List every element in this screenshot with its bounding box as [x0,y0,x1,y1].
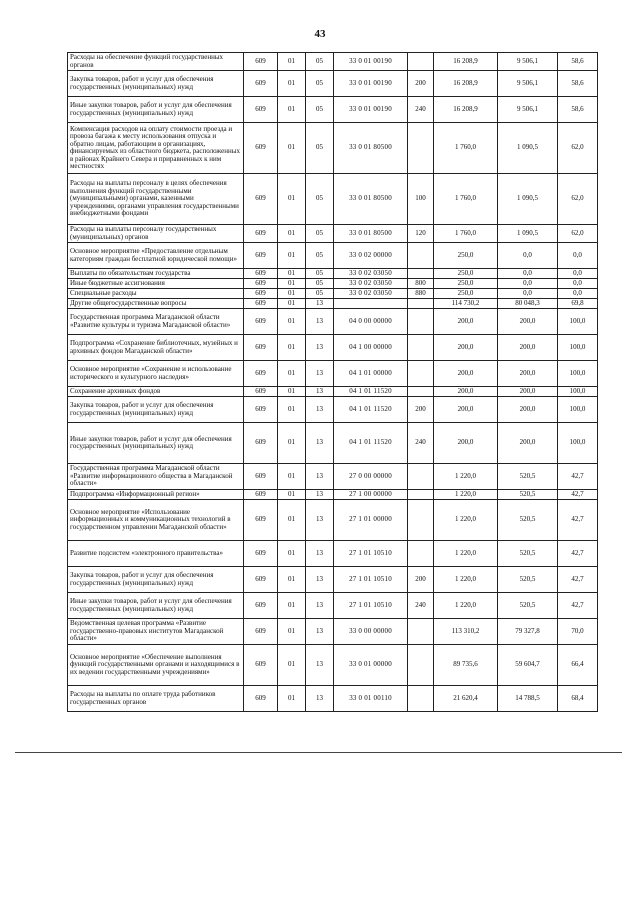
row-planned-amount: 113 310,2 [434,619,498,645]
row-planned-amount: 1 220,0 [434,567,498,593]
row-target-article: 33 0 01 00000 [334,645,408,686]
row-execution-percent: 100,0 [558,387,598,397]
row-admin-code: 609 [244,593,278,619]
row-subsection: 05 [306,174,334,225]
row-section: 01 [278,299,306,309]
row-name: Закупка товаров, работ и услуг для обеспечения государственных (муниципальных) нужд [68,567,244,593]
row-admin-code: 609 [244,490,278,500]
table-row [68,243,598,269]
row-execution-percent: 66,4 [558,645,598,686]
row-name: Выплаты по обязательствам государства [68,269,244,279]
row-execution-percent: 0,0 [558,269,598,279]
row-execution-percent: 62,0 [558,123,598,174]
row-planned-amount: 114 730,2 [434,299,498,309]
footer-rule [15,752,622,753]
table-row [68,541,598,567]
row-planned-amount: 250,0 [434,289,498,299]
row-execution-percent: 0,0 [558,289,598,299]
row-executed-amount: 520,5 [498,593,558,619]
row-admin-code: 609 [244,567,278,593]
row-execution-percent: 42,7 [558,593,598,619]
row-executed-amount: 520,5 [498,464,558,490]
row-target-article [334,299,408,309]
row-admin-code: 609 [244,387,278,397]
row-planned-amount: 1 760,0 [434,174,498,225]
row-execution-percent: 42,7 [558,464,598,490]
row-target-article: 33 0 01 80500 [334,174,408,225]
row-execution-percent: 0,0 [558,279,598,289]
row-admin-code: 609 [244,464,278,490]
row-section: 01 [278,593,306,619]
table-row [68,464,598,490]
row-executed-amount: 1 090,5 [498,225,558,243]
table-row [68,686,598,712]
row-section: 01 [278,174,306,225]
row-executed-amount: 520,5 [498,567,558,593]
row-admin-code: 609 [244,397,278,423]
row-executed-amount: 0,0 [498,243,558,269]
row-target-article: 33 0 00 00000 [334,619,408,645]
row-expense-type: 120 [408,225,434,243]
row-executed-amount: 0,0 [498,279,558,289]
row-section: 01 [278,53,306,71]
row-name: Расходы на выплаты персоналу в целях обеспечения выполнения функций государственными (муниципальными) органами, казенными учреждениями, органами управления государственными внебюджетными фондами [68,174,244,225]
row-target-article: 33 0 02 03050 [334,289,408,299]
row-subsection: 13 [306,397,334,423]
row-admin-code: 609 [244,53,278,71]
row-subsection: 13 [306,387,334,397]
row-target-article: 33 0 02 03050 [334,279,408,289]
row-target-article: 33 0 01 00190 [334,71,408,97]
row-admin-code: 609 [244,645,278,686]
row-subsection: 05 [306,71,334,97]
row-subsection: 13 [306,619,334,645]
row-admin-code: 609 [244,225,278,243]
table-row [68,361,598,387]
row-name: Подпрограмма «Информационный регион» [68,490,244,500]
row-admin-code: 609 [244,423,278,464]
table-row [68,269,598,279]
row-subsection: 05 [306,225,334,243]
row-name: Компенсация расходов на оплату стоимости проезда и провоза багажа к месту использования отпуска и обратно лицам, работающим в организациях, финансируемых из областного бюджета, расположенных в районах Крайнего Севера и приравненных к ним местностях [68,123,244,174]
budget-table [67,52,598,712]
row-execution-percent: 62,0 [558,225,598,243]
row-execution-percent: 70,0 [558,619,598,645]
row-name: Иные закупки товаров, работ и услуг для обеспечения государственных (муниципальных) нужд [68,97,244,123]
row-target-article: 27 1 01 10510 [334,567,408,593]
row-section: 01 [278,645,306,686]
row-admin-code: 609 [244,619,278,645]
row-subsection: 13 [306,309,334,335]
row-expense-type: 800 [408,279,434,289]
row-planned-amount: 1 760,0 [434,225,498,243]
row-planned-amount: 89 735,6 [434,645,498,686]
row-expense-type [408,645,434,686]
table-row [68,387,598,397]
row-subsection: 13 [306,593,334,619]
row-executed-amount: 520,5 [498,541,558,567]
row-admin-code: 609 [244,97,278,123]
row-planned-amount: 16 208,9 [434,53,498,71]
row-expense-type: 240 [408,593,434,619]
row-admin-code: 609 [244,309,278,335]
row-expense-type: 200 [408,567,434,593]
row-expense-type: 100 [408,174,434,225]
row-target-article: 04 1 01 11520 [334,397,408,423]
row-target-article: 04 1 01 11520 [334,423,408,464]
row-name: Закупка товаров, работ и услуг для обеспечения государственных (муниципальных) нужд [68,71,244,97]
row-target-article: 27 0 00 00000 [334,464,408,490]
row-name: Иные бюджетные ассигнования [68,279,244,289]
row-planned-amount: 16 208,9 [434,97,498,123]
row-execution-percent: 0,0 [558,243,598,269]
row-name: Основное мероприятие «Использование информационных и коммуникационных технологий в государственном управлении Магаданской области» [68,500,244,541]
table-row [68,71,598,97]
row-name: Иные закупки товаров, работ и услуг для обеспечения государственных (муниципальных) нужд [68,423,244,464]
table-body [68,53,598,712]
row-expense-type [408,243,434,269]
row-admin-code: 609 [244,123,278,174]
row-expense-type [408,541,434,567]
row-subsection: 05 [306,123,334,174]
row-expense-type [408,123,434,174]
table-row [68,423,598,464]
row-expense-type [408,361,434,387]
table-row [68,53,598,71]
row-name: Закупка товаров, работ и услуг для обеспечения государственных (муниципальных) нужд [68,397,244,423]
row-planned-amount: 1 220,0 [434,500,498,541]
table-row [68,593,598,619]
table-row [68,279,598,289]
row-executed-amount: 1 090,5 [498,123,558,174]
table-row [68,289,598,299]
row-executed-amount: 0,0 [498,289,558,299]
row-planned-amount: 200,0 [434,335,498,361]
row-section: 01 [278,423,306,464]
row-name: Иные закупки товаров, работ и услуг для обеспечения государственных (муниципальных) нужд [68,593,244,619]
row-target-article: 33 0 01 80500 [334,123,408,174]
row-execution-percent: 100,0 [558,335,598,361]
row-executed-amount: 200,0 [498,387,558,397]
row-executed-amount: 80 048,3 [498,299,558,309]
row-expense-type [408,335,434,361]
row-admin-code: 609 [244,269,278,279]
row-section: 01 [278,97,306,123]
row-name: Расходы на выплаты по оплате труда работников государственных органов [68,686,244,712]
row-expense-type: 240 [408,423,434,464]
row-name: Сохранение архивных фондов [68,387,244,397]
row-target-article: 27 1 00 00000 [334,490,408,500]
row-executed-amount: 9 506,1 [498,71,558,97]
row-execution-percent: 100,0 [558,423,598,464]
row-subsection: 05 [306,97,334,123]
row-admin-code: 609 [244,500,278,541]
row-execution-percent: 100,0 [558,361,598,387]
row-subsection: 13 [306,423,334,464]
row-executed-amount: 520,5 [498,490,558,500]
row-section: 01 [278,567,306,593]
row-subsection: 05 [306,53,334,71]
row-executed-amount: 79 327,8 [498,619,558,645]
row-subsection: 13 [306,335,334,361]
row-expense-type [408,309,434,335]
row-section: 01 [278,279,306,289]
row-expense-type [408,686,434,712]
row-subsection: 13 [306,299,334,309]
row-planned-amount: 200,0 [434,387,498,397]
table-row [68,619,598,645]
row-executed-amount: 200,0 [498,397,558,423]
table-row [68,299,598,309]
row-target-article: 27 1 01 00000 [334,500,408,541]
table-row [68,97,598,123]
row-expense-type [408,269,434,279]
row-target-article: 33 0 01 80500 [334,225,408,243]
row-executed-amount: 14 788,5 [498,686,558,712]
row-expense-type: 240 [408,97,434,123]
row-name: Основное мероприятие «Обеспечение выполнения функций государственными органами и находящимися в их ведении государственными учреждениями» [68,645,244,686]
row-planned-amount: 250,0 [434,279,498,289]
row-planned-amount: 16 208,9 [434,71,498,97]
row-section: 01 [278,500,306,541]
row-section: 01 [278,289,306,299]
row-subsection: 05 [306,279,334,289]
row-subsection: 13 [306,361,334,387]
table-row [68,309,598,335]
row-planned-amount: 1 220,0 [434,593,498,619]
row-target-article: 27 1 01 10510 [334,541,408,567]
row-subsection: 05 [306,269,334,279]
row-section: 01 [278,243,306,269]
row-execution-percent: 100,0 [558,309,598,335]
row-name: Государственная программа Магаданской области «Развитие информационного общества в Магаданской области» [68,464,244,490]
row-planned-amount: 1 760,0 [434,123,498,174]
row-expense-type [408,299,434,309]
row-executed-amount: 200,0 [498,361,558,387]
row-section: 01 [278,269,306,279]
row-name: Расходы на выплаты персоналу государственных (муниципальных) органов [68,225,244,243]
row-executed-amount: 200,0 [498,423,558,464]
row-section: 01 [278,309,306,335]
row-name: Специальные расходы [68,289,244,299]
row-name: Государственная программа Магаданской области «Развитие культуры и туризма Магаданской области» [68,309,244,335]
table-row [68,123,598,174]
row-execution-percent: 68,4 [558,686,598,712]
row-target-article: 04 1 00 00000 [334,335,408,361]
table-row [68,500,598,541]
row-target-article: 33 0 02 03050 [334,269,408,279]
row-admin-code: 609 [244,335,278,361]
row-executed-amount: 200,0 [498,309,558,335]
row-planned-amount: 200,0 [434,361,498,387]
row-planned-amount: 250,0 [434,269,498,279]
row-section: 01 [278,335,306,361]
table-row [68,335,598,361]
row-name: Ведомственная целевая программа «Развитие государственно-правовых институтов Магаданской области» [68,619,244,645]
row-expense-type: 880 [408,289,434,299]
row-expense-type [408,387,434,397]
row-subsection: 05 [306,289,334,299]
row-expense-type [408,619,434,645]
page-number: 43 [314,28,326,40]
row-target-article: 27 1 01 10510 [334,593,408,619]
row-expense-type [408,464,434,490]
row-section: 01 [278,361,306,387]
row-admin-code: 609 [244,279,278,289]
row-execution-percent: 58,6 [558,97,598,123]
row-executed-amount: 200,0 [498,335,558,361]
row-execution-percent: 58,6 [558,53,598,71]
row-subsection: 13 [306,686,334,712]
row-planned-amount: 1 220,0 [434,541,498,567]
table-row [68,645,598,686]
row-target-article: 04 0 00 00000 [334,309,408,335]
row-expense-type: 200 [408,71,434,97]
row-section: 01 [278,490,306,500]
row-target-article: 33 0 02 00000 [334,243,408,269]
row-subsection: 13 [306,490,334,500]
table-row [68,174,598,225]
row-planned-amount: 250,0 [434,243,498,269]
row-executed-amount: 520,5 [498,500,558,541]
row-execution-percent: 42,7 [558,500,598,541]
row-name: Другие общегосударственные вопросы [68,299,244,309]
row-admin-code: 609 [244,541,278,567]
row-section: 01 [278,619,306,645]
row-section: 01 [278,225,306,243]
row-admin-code: 609 [244,174,278,225]
row-section: 01 [278,397,306,423]
row-planned-amount: 200,0 [434,397,498,423]
row-name: Расходы на обеспечение функций государственных органов [68,53,244,71]
row-admin-code: 609 [244,243,278,269]
row-subsection: 05 [306,243,334,269]
row-planned-amount: 21 620,4 [434,686,498,712]
row-target-article: 04 1 01 00000 [334,361,408,387]
row-section: 01 [278,71,306,97]
row-admin-code: 609 [244,289,278,299]
row-name: Основное мероприятие «Предоставление отдельным категориям граждан бесплатной юридической помощи» [68,243,244,269]
row-target-article: 33 0 01 00110 [334,686,408,712]
row-target-article: 33 0 01 00190 [334,53,408,71]
row-subsection: 13 [306,500,334,541]
row-section: 01 [278,387,306,397]
row-section: 01 [278,464,306,490]
row-expense-type [408,500,434,541]
row-executed-amount: 9 506,1 [498,97,558,123]
table-row [68,397,598,423]
table-row [68,567,598,593]
row-subsection: 13 [306,464,334,490]
row-section: 01 [278,541,306,567]
row-subsection: 13 [306,567,334,593]
row-planned-amount: 200,0 [434,309,498,335]
table-row [68,490,598,500]
row-admin-code: 609 [244,686,278,712]
row-target-article: 04 1 01 11520 [334,387,408,397]
row-execution-percent: 69,8 [558,299,598,309]
row-section: 01 [278,123,306,174]
row-expense-type [408,490,434,500]
row-admin-code: 609 [244,361,278,387]
table-row [68,225,598,243]
row-expense-type [408,53,434,71]
row-expense-type: 200 [408,397,434,423]
row-admin-code: 609 [244,71,278,97]
row-subsection: 13 [306,541,334,567]
row-execution-percent: 100,0 [558,397,598,423]
row-planned-amount: 1 220,0 [434,464,498,490]
row-executed-amount: 1 090,5 [498,174,558,225]
row-admin-code: 609 [244,299,278,309]
row-executed-amount: 9 506,1 [498,53,558,71]
row-execution-percent: 62,0 [558,174,598,225]
row-name: Развитие подсистем «электронного правительства» [68,541,244,567]
row-section: 01 [278,686,306,712]
row-subsection: 13 [306,645,334,686]
row-name: Основное мероприятие «Сохранение и использование исторического и культурного наследия» [68,361,244,387]
row-execution-percent: 42,7 [558,567,598,593]
row-executed-amount: 0,0 [498,269,558,279]
row-name: Подпрограмма «Сохранение библиотечных, музейных и архивных фондов Магаданской области» [68,335,244,361]
row-execution-percent: 42,7 [558,490,598,500]
row-execution-percent: 58,6 [558,71,598,97]
row-target-article: 33 0 01 00190 [334,97,408,123]
row-planned-amount: 200,0 [434,423,498,464]
row-executed-amount: 59 604,7 [498,645,558,686]
row-execution-percent: 42,7 [558,541,598,567]
row-planned-amount: 1 220,0 [434,490,498,500]
